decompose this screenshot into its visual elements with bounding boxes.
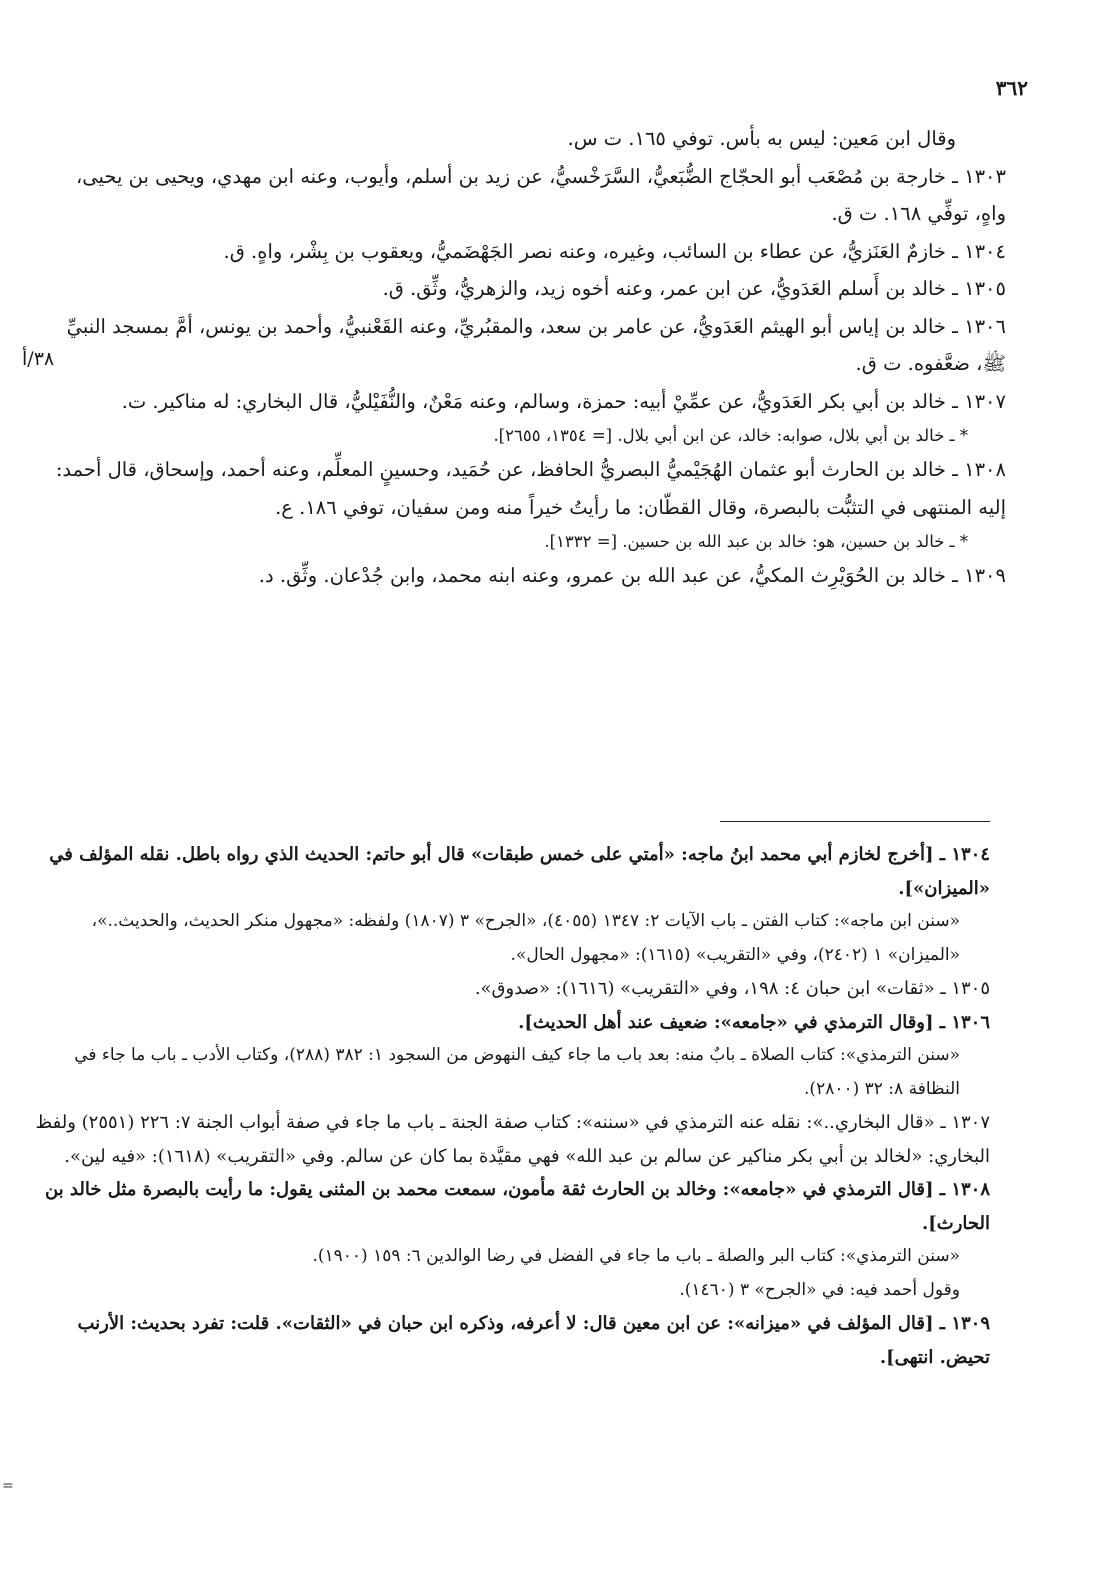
entry-1306: ١٣٠٦ ـ خالد بن إياس أبو الهيثم العَدَويُّ، عن عامر بن سعد، والمقبُريِّ، وعنه القَعْنبيُّ، وأحمد بن يونس، أمَّ بمسجد النبيِّ ﷺ، ضعَّفوه. ت ق. [66, 314, 1006, 375]
entry-1308: ١٣٠٨ ـ خالد بن الحارث أبو عثمان الهُجَيْميُّ البصريُّ الحافظ، عن حُمَيد، وحسينٍ المعلِّم، وعنه أحمد، وإسحاق، قال أحمد: إليه المنتهى في التثبُّت بالبصرة، وقال القطّان: ما رأيتُ خيراً منه ومن سفيان، توفي ١٨٦. ع. [55, 458, 1006, 519]
footnotes [30, 838, 990, 1374]
cross-reference-note: * ـ خالد بن أبي بلال، صوابه: خالد، عن ابن أبي بلال. [= ١٣٥٤، ٢٦٥٥]. [493, 426, 968, 445]
footnote-1304-source: «سنن ابن ماجه»: كتاب الفتن ـ باب الآيات ٢: ١٣٤٧ (٤٠٥٥)، «الجرح» ٣ (١٨٠٧) ولفظه: «مجهول منكر الحديث، والحديث..»، «الميزان» ١ (٢٤٠٢)، وفي «التقريب» (١٦١٥): «مجهول الحال». [91, 911, 960, 965]
entry-1309: ١٣٠٩ ـ خالد بن الحُوَيْرِث المكيُّ، عن عبد الله بن عمرو، وعنه ابنه محمد، وابن جُدْعان. وثِّق. د. [258, 564, 1006, 587]
footnote-1306: ١٣٠٦ ـ [وقال الترمذي في «جامعه»: ضعيف عند أهل الحديث]. [518, 1011, 990, 1033]
main-text [46, 120, 1006, 595]
footnote-1304: ١٣٠٤ ـ [أخرج لخازم أبي محمد ابنُ ماجه: «أمتي على خمس طبقات» قال أبو حاتم: الحديث الذي رواه باطل. نقله المؤلف في «الميزان»]. [49, 844, 990, 899]
footnote-divider [720, 821, 990, 822]
margin-folio-note: ٣٨/أ [22, 348, 55, 370]
entry-continuation: وقال ابن مَعين: ليس به بأس. توفي ١٦٥. ت س. [567, 127, 956, 150]
entry-1303: ١٣٠٣ ـ خارجة بن مُصْعَب أبو الحجّاج الضُّبَعيُّ، السَّرَخْسيُّ، عن زيد بن أسلم، وأيوب، وعنه ابن مهدي، ويحيى بن يحيى، واهٍ، توفِّي ١٦٨. ت ق. [76, 164, 1006, 225]
footnote-1308-source: «سنن الترمذي»: كتاب البر والصلة ـ باب ما جاء في الفضل في رضا الوالدين ٦: ١٥٩ (١٩٠٠). [312, 1246, 960, 1266]
entry-1307: ١٣٠٧ ـ خالد بن أبي بكر العَدَويُّ، عن عمِّيْ أبيه: حمزة، وسالم، وعنه مَعْنٌ، والنُّفَيْليُّ، قال البخاري: له مناكير. ت. [121, 389, 1006, 413]
edge-mark: = [2, 1478, 14, 1494]
entry-1304: ١٣٠٤ ـ خازمٌ العَنَزيُّ، عن عطاء بن السائب، وغيره، وعنه نصر الجَهْضَميُّ، ويعقوب بن بِشْر، واهٍ. ق. [223, 239, 1006, 263]
entry-1305: ١٣٠٥ ـ خالد بن أَسلم العَدَويُّ، عن ابن عمر، وعنه أخوه زيد، والزهريُّ، وثِّق. ق. [382, 277, 1006, 300]
cross-reference-note: * ـ خالد بن حسين، هو: خالد بن عبد الله بن حسين. [= ١٣٣٢]. [544, 532, 968, 551]
footnote-1306-source: «سنن الترمذي»: كتاب الصلاة ـ بابٌ منه: بعد باب ما جاء كيف النهوض من السجود ١: ٣٨٢ (٢٨٨)، وكتاب الأدب ـ باب ما جاء في النظافة ٨: ٣٢ (٢٨٠٠). [74, 1045, 960, 1099]
footnote-1309: ١٣٠٩ ـ [قال المؤلف في «ميزانه»: عن ابن معين قال: لا أعرفه، وذكره ابن حبان في «الثقات». قلت: تفرد بحديث: الأرنب تحيض. انتهى]. [77, 1313, 990, 1368]
footnote-1305: ١٣٠٥ ـ «ثقات» ابن حبان ٤: ١٩٨، وفي «التقريب» (١٦١٦): «صدوق». [474, 978, 990, 999]
footnote-1307: ١٣٠٧ ـ «قال البخاري..»: نقله عنه الترمذي في «سننه»: كتاب صفة الجنة ـ باب ما جاء في صفة أبواب الجنة ٧: ٢٢٦ (٢٥٥١) ولفظ البخاري: «لخالد بن أبي بكر مناكير عن سالم بن عبد الله» فهي مقيَّدة بما كان عن سالم. وفي «التقريب» (١٦١٨): «فيه لين». [35, 1112, 990, 1167]
footnote-1308: ١٣٠٨ ـ [قال الترمذي في «جامعه»: وخالد بن الحارث ثقة مأمون، سمعت محمد بن المثنى يقول: ما رأيت بالبصرة مثل خالد بن الحارث]. [44, 1179, 990, 1234]
footnote-1308-ahmad: وقول أحمد فيه: في «الجرح» ٣ (١٤٦٠). [679, 1279, 960, 1300]
page-number: ٣٦٢ [995, 76, 1028, 100]
